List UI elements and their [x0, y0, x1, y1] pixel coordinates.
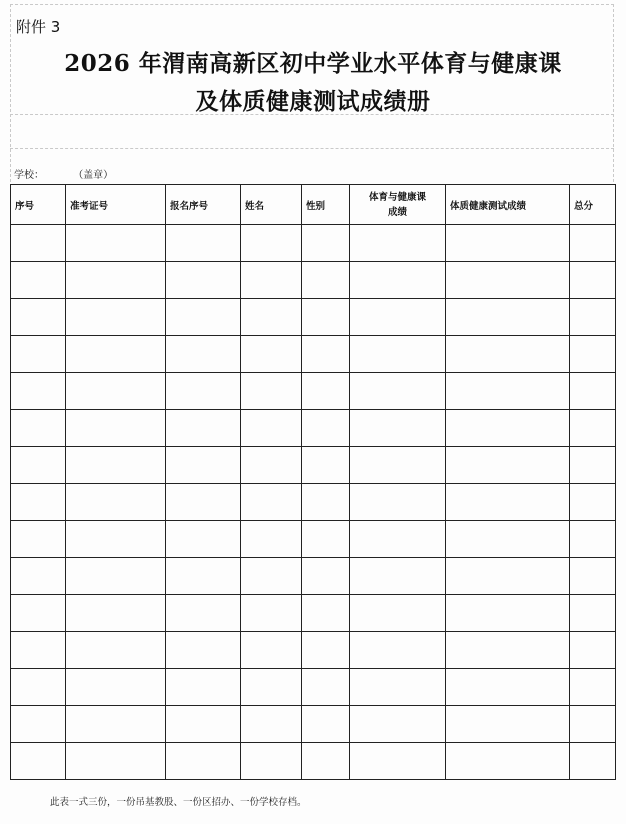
table-cell[interactable]	[241, 669, 302, 706]
table-cell[interactable]	[166, 521, 241, 558]
table-cell[interactable]	[446, 336, 570, 373]
table-cell[interactable]	[446, 632, 570, 669]
table-cell[interactable]	[302, 521, 350, 558]
table-cell[interactable]	[11, 743, 66, 780]
table-cell[interactable]	[446, 484, 570, 521]
table-row	[11, 558, 616, 595]
table-cell[interactable]	[302, 410, 350, 447]
table-cell[interactable]	[166, 595, 241, 632]
table-cell[interactable]	[11, 447, 66, 484]
col-header-pe-line2: 成绩	[387, 206, 407, 218]
page-title-line1: 2026 年渭南高新区初中学业水平体育与健康课	[64, 50, 562, 77]
table-cell[interactable]	[570, 743, 616, 780]
table-cell[interactable]	[350, 262, 446, 299]
table-cell[interactable]	[66, 743, 166, 780]
table-cell[interactable]	[11, 521, 66, 558]
table-cell[interactable]	[302, 225, 350, 262]
table-cell[interactable]	[302, 706, 350, 743]
table-cell[interactable]	[166, 447, 241, 484]
table-cell[interactable]	[350, 743, 446, 780]
table-cell[interactable]	[241, 225, 302, 262]
table-cell[interactable]	[446, 225, 570, 262]
table-cell[interactable]	[11, 558, 66, 595]
table-cell[interactable]	[241, 632, 302, 669]
table-cell[interactable]	[350, 447, 446, 484]
table-cell[interactable]	[570, 447, 616, 484]
col-header-name: 姓名	[241, 185, 302, 225]
table-row	[11, 743, 616, 780]
table-row	[11, 373, 616, 410]
table-cell[interactable]	[350, 373, 446, 410]
table-cell[interactable]	[302, 336, 350, 373]
table-cell[interactable]	[570, 484, 616, 521]
table-cell[interactable]	[446, 299, 570, 336]
table-cell[interactable]	[11, 373, 66, 410]
col-header-gender: 性别	[302, 185, 350, 225]
page-title-line2: 及体质健康测试成绩册	[195, 88, 431, 115]
table-cell[interactable]	[241, 521, 302, 558]
table-cell[interactable]	[166, 632, 241, 669]
table-cell[interactable]	[11, 299, 66, 336]
table-cell[interactable]	[166, 373, 241, 410]
table-cell[interactable]	[166, 558, 241, 595]
table-cell[interactable]	[350, 521, 446, 558]
table-cell[interactable]	[570, 521, 616, 558]
table-cell[interactable]	[241, 558, 302, 595]
table-cell[interactable]	[302, 595, 350, 632]
table-cell[interactable]	[302, 558, 350, 595]
school-field	[14, 166, 113, 181]
table-cell[interactable]	[241, 484, 302, 521]
table-cell[interactable]	[11, 410, 66, 447]
table-cell[interactable]	[241, 743, 302, 780]
table-cell[interactable]	[350, 706, 446, 743]
table-header-row	[11, 185, 616, 225]
table-cell[interactable]	[11, 225, 66, 262]
table-cell[interactable]	[241, 373, 302, 410]
score-table	[10, 184, 616, 780]
table-cell[interactable]	[446, 669, 570, 706]
table-cell[interactable]	[570, 373, 616, 410]
col-header-reg-no: 报名序号	[166, 185, 241, 225]
table-cell[interactable]	[570, 410, 616, 447]
dashed-divider	[10, 4, 614, 5]
table-row	[11, 706, 616, 743]
table-cell[interactable]	[350, 410, 446, 447]
table-cell[interactable]	[446, 558, 570, 595]
table-cell[interactable]	[302, 632, 350, 669]
table-cell[interactable]	[302, 373, 350, 410]
table-cell[interactable]	[11, 706, 66, 743]
table-cell[interactable]	[11, 632, 66, 669]
table-cell[interactable]	[302, 743, 350, 780]
table-cell[interactable]	[11, 595, 66, 632]
table-cell[interactable]	[446, 410, 570, 447]
table-cell[interactable]	[570, 558, 616, 595]
table-cell[interactable]	[350, 595, 446, 632]
table-cell[interactable]	[241, 447, 302, 484]
table-cell[interactable]	[66, 632, 166, 669]
col-header-seq: 序号	[11, 185, 66, 225]
col-header-exam-id: 准考证号	[66, 185, 166, 225]
table-cell[interactable]	[446, 373, 570, 410]
table-cell[interactable]	[302, 484, 350, 521]
table-cell[interactable]	[350, 669, 446, 706]
attachment-label: 附件 3	[16, 18, 61, 36]
table-cell[interactable]	[66, 558, 166, 595]
table-cell[interactable]	[350, 484, 446, 521]
table-row	[11, 632, 616, 669]
table-row	[11, 336, 616, 373]
table-cell[interactable]	[570, 225, 616, 262]
table-cell[interactable]	[241, 262, 302, 299]
table-cell[interactable]	[241, 410, 302, 447]
table-cell[interactable]	[11, 336, 66, 373]
table-cell[interactable]	[66, 447, 166, 484]
col-header-fitness-score: 体质健康测试成绩	[446, 185, 570, 225]
table-cell[interactable]	[570, 336, 616, 373]
table-cell[interactable]	[241, 336, 302, 373]
table-cell[interactable]	[446, 706, 570, 743]
table-row	[11, 299, 616, 336]
table-cell[interactable]	[166, 743, 241, 780]
table-row	[11, 262, 616, 299]
table-cell[interactable]	[66, 669, 166, 706]
table-cell[interactable]	[66, 336, 166, 373]
table-cell[interactable]	[66, 484, 166, 521]
table-cell[interactable]	[166, 484, 241, 521]
table-row	[11, 669, 616, 706]
table-cell[interactable]	[166, 410, 241, 447]
table-cell[interactable]	[350, 632, 446, 669]
table-cell[interactable]	[66, 410, 166, 447]
table-cell[interactable]	[446, 743, 570, 780]
table-cell[interactable]	[446, 595, 570, 632]
col-header-pe-line1: 体育与健康课	[368, 191, 426, 203]
table-cell[interactable]	[66, 373, 166, 410]
table-cell[interactable]	[66, 262, 166, 299]
table-cell[interactable]	[302, 669, 350, 706]
dashed-divider	[10, 148, 614, 149]
col-header-total: 总分	[570, 185, 616, 225]
table-row	[11, 225, 616, 262]
col-header-pe-score	[350, 185, 446, 225]
table-cell[interactable]	[570, 299, 616, 336]
table-cell[interactable]	[302, 262, 350, 299]
table-cell[interactable]	[350, 225, 446, 262]
table-row	[11, 521, 616, 558]
table-cell[interactable]	[166, 225, 241, 262]
seal-label: （盖章）	[73, 170, 114, 181]
table-cell[interactable]	[302, 447, 350, 484]
table-cell[interactable]	[166, 262, 241, 299]
table-cell[interactable]	[570, 262, 616, 299]
footer-note: 此表一式三份，一份吊基教股、一份区招办、一份学校存档。	[50, 797, 307, 808]
table-cell[interactable]	[570, 706, 616, 743]
table-cell[interactable]	[66, 521, 166, 558]
table-cell[interactable]	[66, 595, 166, 632]
table-cell[interactable]	[446, 521, 570, 558]
table-cell[interactable]	[11, 669, 66, 706]
table-cell[interactable]	[11, 484, 66, 521]
table-cell[interactable]	[241, 595, 302, 632]
table-cell[interactable]	[11, 262, 66, 299]
table-cell[interactable]	[350, 299, 446, 336]
table-cell[interactable]	[241, 706, 302, 743]
table-cell[interactable]	[570, 595, 616, 632]
table-cell[interactable]	[350, 558, 446, 595]
table-row	[11, 447, 616, 484]
table-cell[interactable]	[166, 669, 241, 706]
table-row	[11, 484, 616, 521]
table-cell[interactable]	[166, 299, 241, 336]
table-cell[interactable]	[66, 225, 166, 262]
table-cell[interactable]	[446, 262, 570, 299]
table-cell[interactable]	[241, 299, 302, 336]
table-cell[interactable]	[166, 706, 241, 743]
table-body	[11, 225, 616, 780]
table-cell[interactable]	[166, 336, 241, 373]
table-cell[interactable]	[350, 336, 446, 373]
table-cell[interactable]	[66, 299, 166, 336]
table-row	[11, 410, 616, 447]
table-cell[interactable]	[570, 669, 616, 706]
table-cell[interactable]	[570, 632, 616, 669]
table-cell[interactable]	[302, 299, 350, 336]
table-row	[11, 595, 616, 632]
table-cell[interactable]	[446, 447, 570, 484]
school-label: 学校：	[14, 170, 44, 181]
table-cell[interactable]	[66, 706, 166, 743]
